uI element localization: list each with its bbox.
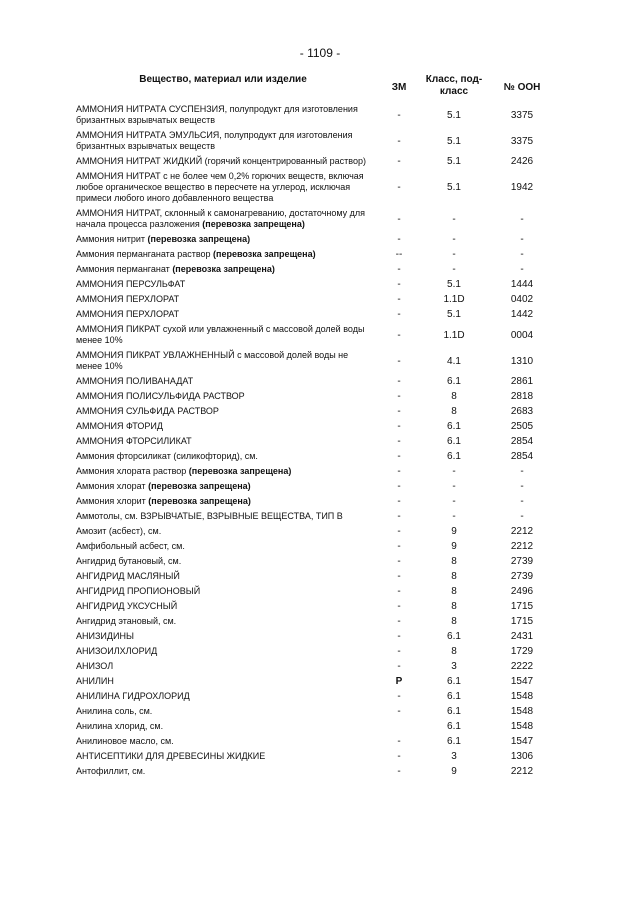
un-number-cell: 1306 (510, 751, 534, 762)
class-cell: 6.1 (447, 376, 461, 387)
un-number-cell: 2431 (510, 631, 534, 642)
un-number-cell: 2496 (510, 586, 534, 597)
zm-cell: - (397, 406, 401, 417)
un-number-cell: 2212 (510, 541, 534, 552)
substance-name: АММОНИЯ НИТРАТ ЖИДКИЙ (горячий концентрированный раствор) (76, 156, 366, 166)
table-header-row (76, 72, 554, 102)
zm-cell: - (397, 526, 401, 537)
zm-cell: - (397, 541, 401, 552)
class-cell: 6.1 (447, 676, 461, 687)
substance-name-cell (76, 247, 380, 262)
table-row (76, 464, 554, 479)
substance-name-cell (76, 449, 380, 464)
zm-cell: - (397, 451, 401, 462)
class-cell: 3 (451, 751, 457, 762)
un-number-cell: 2739 (510, 571, 534, 582)
substance-name-cell (76, 569, 380, 584)
substance-name: Амфибольный асбест, см. (76, 541, 185, 551)
substance-name-cell (76, 614, 380, 629)
page-number: - 1109 - (299, 46, 341, 60)
class-cell: 6.1 (447, 421, 461, 432)
un-number-cell: 1310 (510, 355, 534, 367)
substance-name: АНИЛИНА ГИДРОХЛОРИД (76, 691, 190, 701)
class-cell: - (452, 511, 456, 522)
un-number-cell: 2212 (510, 526, 534, 537)
zm-cell: - (397, 234, 401, 245)
un-number-cell: 1715 (510, 601, 534, 612)
class-cell: 6.1 (447, 691, 461, 702)
substance-name: АММОНИЯ СУЛЬФИДА РАСТВОР (76, 406, 219, 416)
zm-cell: - (397, 466, 401, 477)
table-row (76, 494, 554, 509)
substance-name-cell (76, 719, 380, 734)
substance-name: АНГИДРИД МАСЛЯНЫЙ (76, 571, 180, 581)
header-class: Класс, под- класс (425, 74, 483, 97)
table-row (76, 689, 554, 704)
prohibited-note: (перевозка запрещена) (148, 496, 251, 506)
class-cell: - (452, 496, 456, 507)
class-cell: 9 (451, 766, 457, 777)
table-row (76, 102, 554, 128)
substance-name: Ангидрид бутановый, см. (76, 556, 182, 566)
zm-cell: - (397, 706, 401, 717)
substance-name-cell (76, 629, 380, 644)
class-cell: 4.1 (447, 355, 461, 367)
un-number-cell: 1548 (510, 706, 534, 717)
un-number-cell: - (520, 213, 524, 225)
substance-name: АНИЗИДИНЫ (76, 631, 134, 641)
zm-cell: - (397, 556, 401, 567)
substance-name-cell (76, 128, 380, 154)
un-number-cell: 1942 (510, 182, 534, 193)
un-number-cell: 2212 (510, 766, 534, 777)
zm-cell: - (397, 294, 401, 305)
substance-name-cell (76, 524, 380, 539)
substance-name: Аммония нитрит (76, 234, 146, 244)
substance-name-cell (76, 102, 380, 128)
substance-name-cell (76, 704, 380, 719)
substance-name: Аммония перманганат (76, 264, 170, 274)
substance-name: АММОНИЯ НИТРАТА СУСПЕНЗИЯ, полупродукт для изготовления бризантных взрывчатых веществ (76, 104, 358, 125)
un-number-cell: 2818 (510, 391, 534, 402)
class-cell: 5.1 (447, 309, 461, 320)
substance-name: Аммония фторсиликат (силикофторид), см. (76, 451, 258, 461)
class-cell: 9 (451, 526, 457, 537)
substance-name: АММОНИЯ ПЕРХЛОРАТ (76, 309, 180, 319)
table-row (76, 419, 554, 434)
zm-cell: -- (395, 249, 403, 260)
un-number-cell: 2222 (510, 661, 534, 672)
table-row (76, 277, 554, 292)
prohibited-note: (перевозка запрещена) (188, 466, 292, 476)
table-row (76, 348, 554, 374)
un-number-cell: 2854 (510, 436, 534, 447)
substance-name-cell (76, 322, 380, 348)
substance-name-cell (76, 644, 380, 659)
class-cell: 8 (451, 616, 457, 627)
table-row (76, 644, 554, 659)
zm-cell: - (397, 661, 401, 672)
substance-name: АММОНИЯ НИТРАТА ЭМУЛЬСИЯ, полупродукт для изготовления бризантных взрывчатых веществ (76, 130, 353, 151)
substance-name-cell (76, 206, 380, 232)
substance-name: АММОНИЯ ПИКРАТ УВЛАЖНЕННЫЙ с массовой долей воды не менее 10% (76, 350, 349, 371)
zm-cell: - (397, 213, 401, 225)
zm-cell: - (397, 109, 401, 121)
substance-name-cell (76, 599, 380, 614)
substance-name: Амозит (асбест), см. (76, 526, 162, 536)
un-number-cell: 2861 (510, 376, 534, 387)
substance-name: Аммония хлората раствор (76, 466, 187, 476)
table-row (76, 374, 554, 389)
zm-cell: - (397, 376, 401, 387)
substance-name-cell (76, 479, 380, 494)
table-row (76, 232, 554, 247)
un-number-cell: - (520, 511, 524, 522)
substance-name-cell (76, 494, 380, 509)
substance-name: АНИЗОЛ (76, 661, 114, 671)
substance-name: АММОНИЯ ПОЛИСУЛЬФИДА РАСТВОР (76, 391, 245, 401)
class-cell: 8 (451, 391, 457, 402)
table-row (76, 674, 554, 689)
zm-cell: - (397, 631, 401, 642)
class-cell: - (452, 234, 456, 245)
zm-cell: - (397, 309, 401, 320)
zm-cell: - (397, 391, 401, 402)
substance-name-cell (76, 232, 380, 247)
table-row (76, 539, 554, 554)
table-row (76, 734, 554, 749)
zm-cell: - (397, 766, 401, 777)
zm-cell (380, 719, 418, 734)
un-number-cell: 1547 (510, 736, 534, 747)
substance-name-cell (76, 374, 380, 389)
zm-cell: - (397, 182, 401, 193)
class-cell: 8 (451, 586, 457, 597)
table-row (76, 449, 554, 464)
substance-name: АНГИДРИД УКСУСНЫЙ (76, 601, 178, 611)
substance-name-cell (76, 404, 380, 419)
table-row (76, 659, 554, 674)
zm-cell: - (397, 751, 401, 762)
prohibited-note: (перевозка запрещена) (213, 249, 316, 259)
un-number-cell: 0402 (510, 294, 534, 305)
table-row (76, 404, 554, 419)
substance-name: Анилиновое масло, см. (76, 736, 174, 746)
substance-name: АММОНИЯ НИТРАТ с не более чем 0,2% горючих веществ, включая любое органическое вещество в пересчете на углерод, исключая примеси любого иного добавленного вещества (76, 171, 364, 203)
un-number-cell: 3375 (510, 135, 534, 147)
table-row (76, 509, 554, 524)
zm-cell: - (397, 156, 401, 167)
zm-cell: - (397, 511, 401, 522)
class-cell: - (452, 213, 456, 225)
prohibited-note: (перевозка запрещена) (148, 481, 251, 491)
header-un-number: № ООН (503, 82, 541, 93)
substance-name: Аммония перманганата раствор (76, 249, 211, 259)
substance-name: АММОНИЯ ФТОРИД (76, 421, 163, 431)
substance-name: Антофиллит, см. (76, 766, 146, 776)
un-number-cell: - (520, 234, 524, 245)
substance-name-cell (76, 539, 380, 554)
substance-name-cell (76, 389, 380, 404)
zm-cell: - (397, 616, 401, 627)
table-row (76, 524, 554, 539)
un-number-cell: 2683 (510, 406, 534, 417)
class-cell: 8 (451, 571, 457, 582)
zm-cell: - (397, 646, 401, 657)
substance-name-cell (76, 419, 380, 434)
zm-cell: - (397, 264, 401, 275)
substance-name-cell (76, 154, 380, 169)
zm-cell: - (397, 586, 401, 597)
table-row (76, 206, 554, 232)
class-cell: 3 (451, 661, 457, 672)
class-cell: - (452, 481, 456, 492)
substance-name-cell (76, 734, 380, 749)
un-number-cell: 1548 (510, 721, 534, 732)
substance-name-cell (76, 674, 380, 689)
table-row (76, 322, 554, 348)
table-row (76, 719, 554, 734)
substance-name-cell (76, 292, 380, 307)
un-number-cell: 1548 (510, 691, 534, 702)
table-row (76, 389, 554, 404)
table-row (76, 599, 554, 614)
substance-name-cell (76, 348, 380, 374)
table-row (76, 614, 554, 629)
substance-name-cell (76, 277, 380, 292)
header-zm: ЗМ (391, 82, 407, 93)
substance-name-cell (76, 749, 380, 764)
un-number-cell: 1547 (510, 676, 534, 687)
class-cell: 9 (451, 541, 457, 552)
prohibited-note: (перевозка запрещена) (202, 219, 305, 229)
table-row (76, 262, 554, 277)
class-cell: 8 (451, 601, 457, 612)
zm-cell: - (397, 421, 401, 432)
class-cell: 5.1 (447, 156, 461, 167)
class-cell: 1.1D (443, 294, 465, 305)
class-cell: 6.1 (447, 721, 461, 732)
un-number-cell: 1715 (510, 616, 534, 627)
table-row (76, 764, 554, 779)
zm-cell: - (397, 601, 401, 612)
un-number-cell: 3375 (510, 109, 534, 121)
zm-cell: - (397, 691, 401, 702)
substance-name: АММОНИЯ ПОЛИВАНАДАТ (76, 376, 194, 386)
table-row (76, 554, 554, 569)
substance-name-cell (76, 262, 380, 277)
class-cell: 1.1D (443, 329, 465, 341)
class-cell: - (452, 264, 456, 275)
class-cell: 5.1 (447, 109, 461, 121)
class-cell: 6.1 (447, 436, 461, 447)
prohibited-note: (перевозка запрещена) (172, 264, 275, 274)
substance-name-cell (76, 464, 380, 479)
substance-name: Аммотолы, см. ВЗРЫВЧАТЫЕ, ВЗРЫВНЫЕ ВЕЩЕСТВА, ТИП В (76, 511, 343, 521)
table-row (76, 128, 554, 154)
class-cell: - (452, 249, 456, 260)
table-row (76, 154, 554, 169)
class-cell: 5.1 (447, 135, 461, 147)
zm-cell: Р (395, 676, 403, 687)
un-number-cell: - (520, 481, 524, 492)
table-row (76, 629, 554, 644)
substance-name: Аммония хлорит (76, 496, 146, 506)
zm-cell: - (397, 279, 401, 290)
substance-name-cell (76, 764, 380, 779)
class-cell: 8 (451, 406, 457, 417)
class-cell: 6.1 (447, 451, 461, 462)
class-cell: 6.1 (447, 706, 461, 717)
zm-cell: - (397, 496, 401, 507)
zm-cell: - (397, 736, 401, 747)
substance-name-cell (76, 169, 380, 206)
substance-name: АНГИДРИД ПРОПИОНОВЫЙ (76, 586, 201, 596)
table-row (76, 584, 554, 599)
zm-cell: - (397, 436, 401, 447)
substance-name: АММОНИЯ НИТРАТ, склонный к самонагреванию, достаточному для начала процесса разложения (76, 208, 366, 229)
class-cell: 8 (451, 556, 457, 567)
table-row (76, 704, 554, 719)
table-row (76, 292, 554, 307)
substance-name-cell (76, 434, 380, 449)
substance-name: АНИЗОИЛХЛОРИД (76, 646, 158, 656)
substance-name: АНТИСЕПТИКИ ДЛЯ ДРЕВЕСИНЫ ЖИДКИЕ (76, 751, 266, 761)
table-row (76, 307, 554, 322)
substance-name: АММОНИЯ ПЕРХЛОРАТ (76, 294, 180, 304)
zm-cell: - (397, 481, 401, 492)
zm-cell: - (397, 329, 401, 341)
header-substance: Вещество, материал или изделие (139, 74, 307, 85)
substance-name-cell (76, 554, 380, 569)
un-number-cell: 0004 (510, 329, 534, 341)
substance-name-cell (76, 584, 380, 599)
table-row (76, 169, 554, 206)
substance-name: АММОНИЯ ПИКРАТ сухой или увлажненный с массовой долей воды менее 10% (76, 324, 365, 345)
class-cell: 6.1 (447, 631, 461, 642)
class-cell: 5.1 (447, 279, 461, 290)
substances-table (76, 72, 554, 779)
substance-name: АММОНИЯ ФТОРСИЛИКАТ (76, 436, 192, 446)
substance-name: АНИЛИН (76, 676, 114, 686)
substance-name-cell (76, 307, 380, 322)
substance-name: АММОНИЯ ПЕРСУЛЬФАТ (76, 279, 186, 289)
table-row (76, 247, 554, 262)
zm-cell: - (397, 571, 401, 582)
substance-name-cell (76, 659, 380, 674)
un-number-cell: 1729 (510, 646, 534, 657)
substance-name: Ангидрид этановый, см. (76, 616, 177, 626)
table-row (76, 749, 554, 764)
un-number-cell: 1442 (510, 309, 534, 320)
un-number-cell: 2505 (510, 421, 534, 432)
substance-name-cell (76, 689, 380, 704)
un-number-cell: - (520, 264, 524, 275)
zm-cell: - (397, 355, 401, 367)
substance-name: Аммония хлорат (76, 481, 146, 491)
table-row (76, 569, 554, 584)
substance-name: Анилина соль, см. (76, 706, 153, 716)
un-number-cell: 1444 (510, 279, 534, 290)
un-number-cell: 2854 (510, 451, 534, 462)
class-cell: - (452, 466, 456, 477)
substance-name-cell (76, 509, 380, 524)
un-number-cell: - (520, 496, 524, 507)
class-cell: 8 (451, 646, 457, 657)
un-number-cell: 2426 (510, 156, 534, 167)
class-cell: 5.1 (447, 182, 461, 193)
un-number-cell: - (520, 249, 524, 260)
prohibited-note: (перевозка запрещена) (147, 234, 251, 244)
substance-name: Анилина хлорид, см. (76, 721, 164, 731)
class-cell: 6.1 (447, 736, 461, 747)
zm-cell: - (397, 135, 401, 147)
table-row (76, 479, 554, 494)
un-number-cell: 2739 (510, 556, 534, 567)
table-row (76, 434, 554, 449)
un-number-cell: - (520, 466, 524, 477)
